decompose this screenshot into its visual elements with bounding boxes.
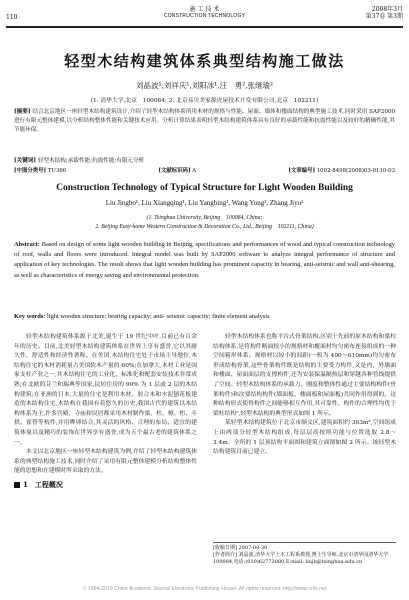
body-column-right (213, 333, 396, 458)
section-marker-icon (14, 482, 20, 488)
abstract-en-text: Based on design of some light wooden building in Beijing, specifications and performances of wood and typical construction technology of roof, walls and floors were introduced. Integral model was built by SAP2000 software to analyze integral performance of structure and application of key technologies. The result shows that light wooden building has prominent capacity in bearing, anti-seismic and wall anti-shearing, as well as characteristics of energy saving and environmental protection. (14, 241, 395, 279)
article-label: [文章编号] (288, 168, 316, 174)
page-number: 110 (6, 14, 18, 21)
body-paragraph: 轻型木结构体系也称平台式骨架结构,区别于先前的原木结构和梁柱结构体系,是将构件断面较小的规格材和覆面材均匀密布连接组成的一种空间箱形体系。规格材以较小的间距(一般为 400～610mm)均匀密布形成结构骨架,这些骨架构件既是结构的主要受力构件,又是内、外墙面和楼面、屋面面层的支撑构件,还为安装保温隔热层和穿越各种管线提供了空间。轻型木结构体系的承载力、刚度和整体性通过主要结构构件(骨架构件)和次要结构构件(墙面板、楼面板和屋面板)共同作用得到的。这种结构形式使得构件之间能够相互作用,其可靠性、构件的合理性均优于梁柱结构⁶,轻型木结构的典型形式如图 1 所示。 (213, 334, 396, 417)
issue-volume: 第37卷 第3期 (365, 13, 403, 20)
affiliation-en-1: (1. Tsinghua University, Beijing 100084, China; (146, 215, 263, 221)
header-rule (6, 27, 403, 28)
clc-value: TU366 (47, 168, 67, 174)
body-paragraph: 本文以北京地区一座轻型木结构建筑为例,介绍了轻型木结构建筑体系的典型结构施工技术,同时介绍了采用有限元整体建模分析结构整体性能的思想和在建模时所采取的方法。 (14, 449, 197, 475)
journal-name-en: CONSTRUCTION TECHNOLOGY (163, 13, 246, 19)
issue-date: 2008年3月 (371, 6, 403, 13)
doc-code (158, 166, 196, 174)
body-paragraph: 轻型木结构建筑体系源于北美,诞生于 19 世纪中叶,目前已有百余年的历史。目前,北美轻型木结构建筑体系在世界上享有盛誉,它以其耐久性、舒适性和经济性著称。在美国,木结构住宅处于市场主导地位,木结构住宅的木材消耗量占美国软木产量的 60%;在加拿大,木材工业是国家支柱产业之一,其木结构住宅的工业化、标准化和配套安装技术非常成熟;在北欧的芬兰和瑞典等国家,民居住房的 90% 为 1 层或 2 层的木结构建筑;在亚洲的日本,大量的住宅是利用木材、胶合木和水泥刨花板建造的木结构住宅,木结构在我国有着悠久的历史,我国古代的建筑以木结构体系为主,许多宫殿、寺庙和民居都采用木材制作梁、柱、檩、桁、斗拱、雀替等构件,并用榫卯结合,其灵活的风格、合理的布局、适宜的建筑体量以及精巧的装饰在世界享有盛誉,成为五个最古老的建筑体系之一。 (14, 334, 197, 446)
footnote (213, 542, 396, 567)
article-value: 1002-8498(2008)03-0110-03 (316, 168, 395, 174)
running-header (6, 4, 403, 27)
journal-name-cn: 施 工 技 术 (189, 6, 220, 13)
section-heading-text: 1 工程概况 (23, 479, 63, 489)
affiliations-cn: (1. 清华大学,北京 100084; 2. 北京易贝美家源虎屋技术开发有限公司,北京 102211) (90, 98, 319, 104)
classification-line (14, 166, 395, 174)
journal-name (6, 6, 403, 20)
abstract-cn-text: 结合北京地区一座轻型木结构建筑设计,介绍了轻型木结构体系所用木材的规格与性能、屋面、墙体和楼面结构的典型施工技术,同时采用 SAP2000 进行有限元整体建模,以分析结构整体性能和关键技术应用。分析计算结果表明轻型木结构建筑体系具有良好的承载性能和抗震性能以及较好的精确性能,其节能环保。 (14, 109, 396, 134)
keywords-en-text: light wooden structure; bearing capacity; anti- seismic capacity; finite element analysis (47, 313, 270, 320)
abstract-en-label: Abstract: (14, 241, 40, 248)
clc-label: [中图分类号] (14, 168, 47, 174)
issue-info (366, 6, 403, 20)
keywords-cn-text: 轻型木结构;承载性能;抗震性能;有限元分析 (37, 158, 145, 164)
affiliation-en-2: 2. Beijing Easy-home Western Construction & Decoration Co., Ltd., Beijing 102211, China) (95, 224, 314, 230)
body-column-left (14, 333, 197, 490)
authors-cn: 刘晶波¹,刘祥庆¹,刘阳冰¹,汪 勇²,张继瑜² (135, 81, 274, 90)
keywords-cn-label: [关键词] (14, 158, 37, 164)
body-paragraph: 某轻型木结构建筑位于北京市顺义区,建筑面积约 303m²,空间组成上由两部分轻型木结构组成,每层层高按照功能与位置选取 2.8～3.4m。全所的 1 层顶结构平面图和建筑立面图如图 2 所示。该轻型木结构建筑目前已建立。 (213, 420, 396, 456)
footnote-bio: [作者简介] 刘晶波,清华大学土木工程系教授,博士生导师,北京市清华园清华大学 100084,电话:(010)62773080,E-mail: liujb@tsinghua.edu.cn (213, 552, 389, 566)
abstract-cn (14, 108, 395, 136)
keywords-en (14, 313, 395, 320)
authors-en: Liu Jingbo¹, Liu Xiangqing¹, Liu Yangbing¹, Wang Yong², Zhang Jiyu² (105, 199, 304, 207)
copyright-line: © 1994-2010 China Academic Journal Electronic Publishing House. All rights reserved. http://www.cnki.net (82, 586, 327, 592)
clc-number (14, 166, 66, 174)
keywords-cn (14, 156, 395, 164)
doc-value: A (192, 168, 197, 174)
footnote-received: [收稿日期] 2007-09-30 (213, 545, 268, 551)
section-heading (14, 480, 197, 490)
title-cn: 轻型木结构建筑体系典型结构施工做法 (64, 52, 345, 70)
abstract-en (14, 240, 395, 281)
title-en: Construction Technology of Typical Structure for Light Wooden Building (56, 183, 353, 193)
doc-label: [文献标识码] (158, 168, 191, 174)
abstract-cn-label: [摘要] (14, 109, 31, 115)
article-number (288, 166, 395, 174)
keywords-en-label: Key words: (14, 313, 46, 320)
